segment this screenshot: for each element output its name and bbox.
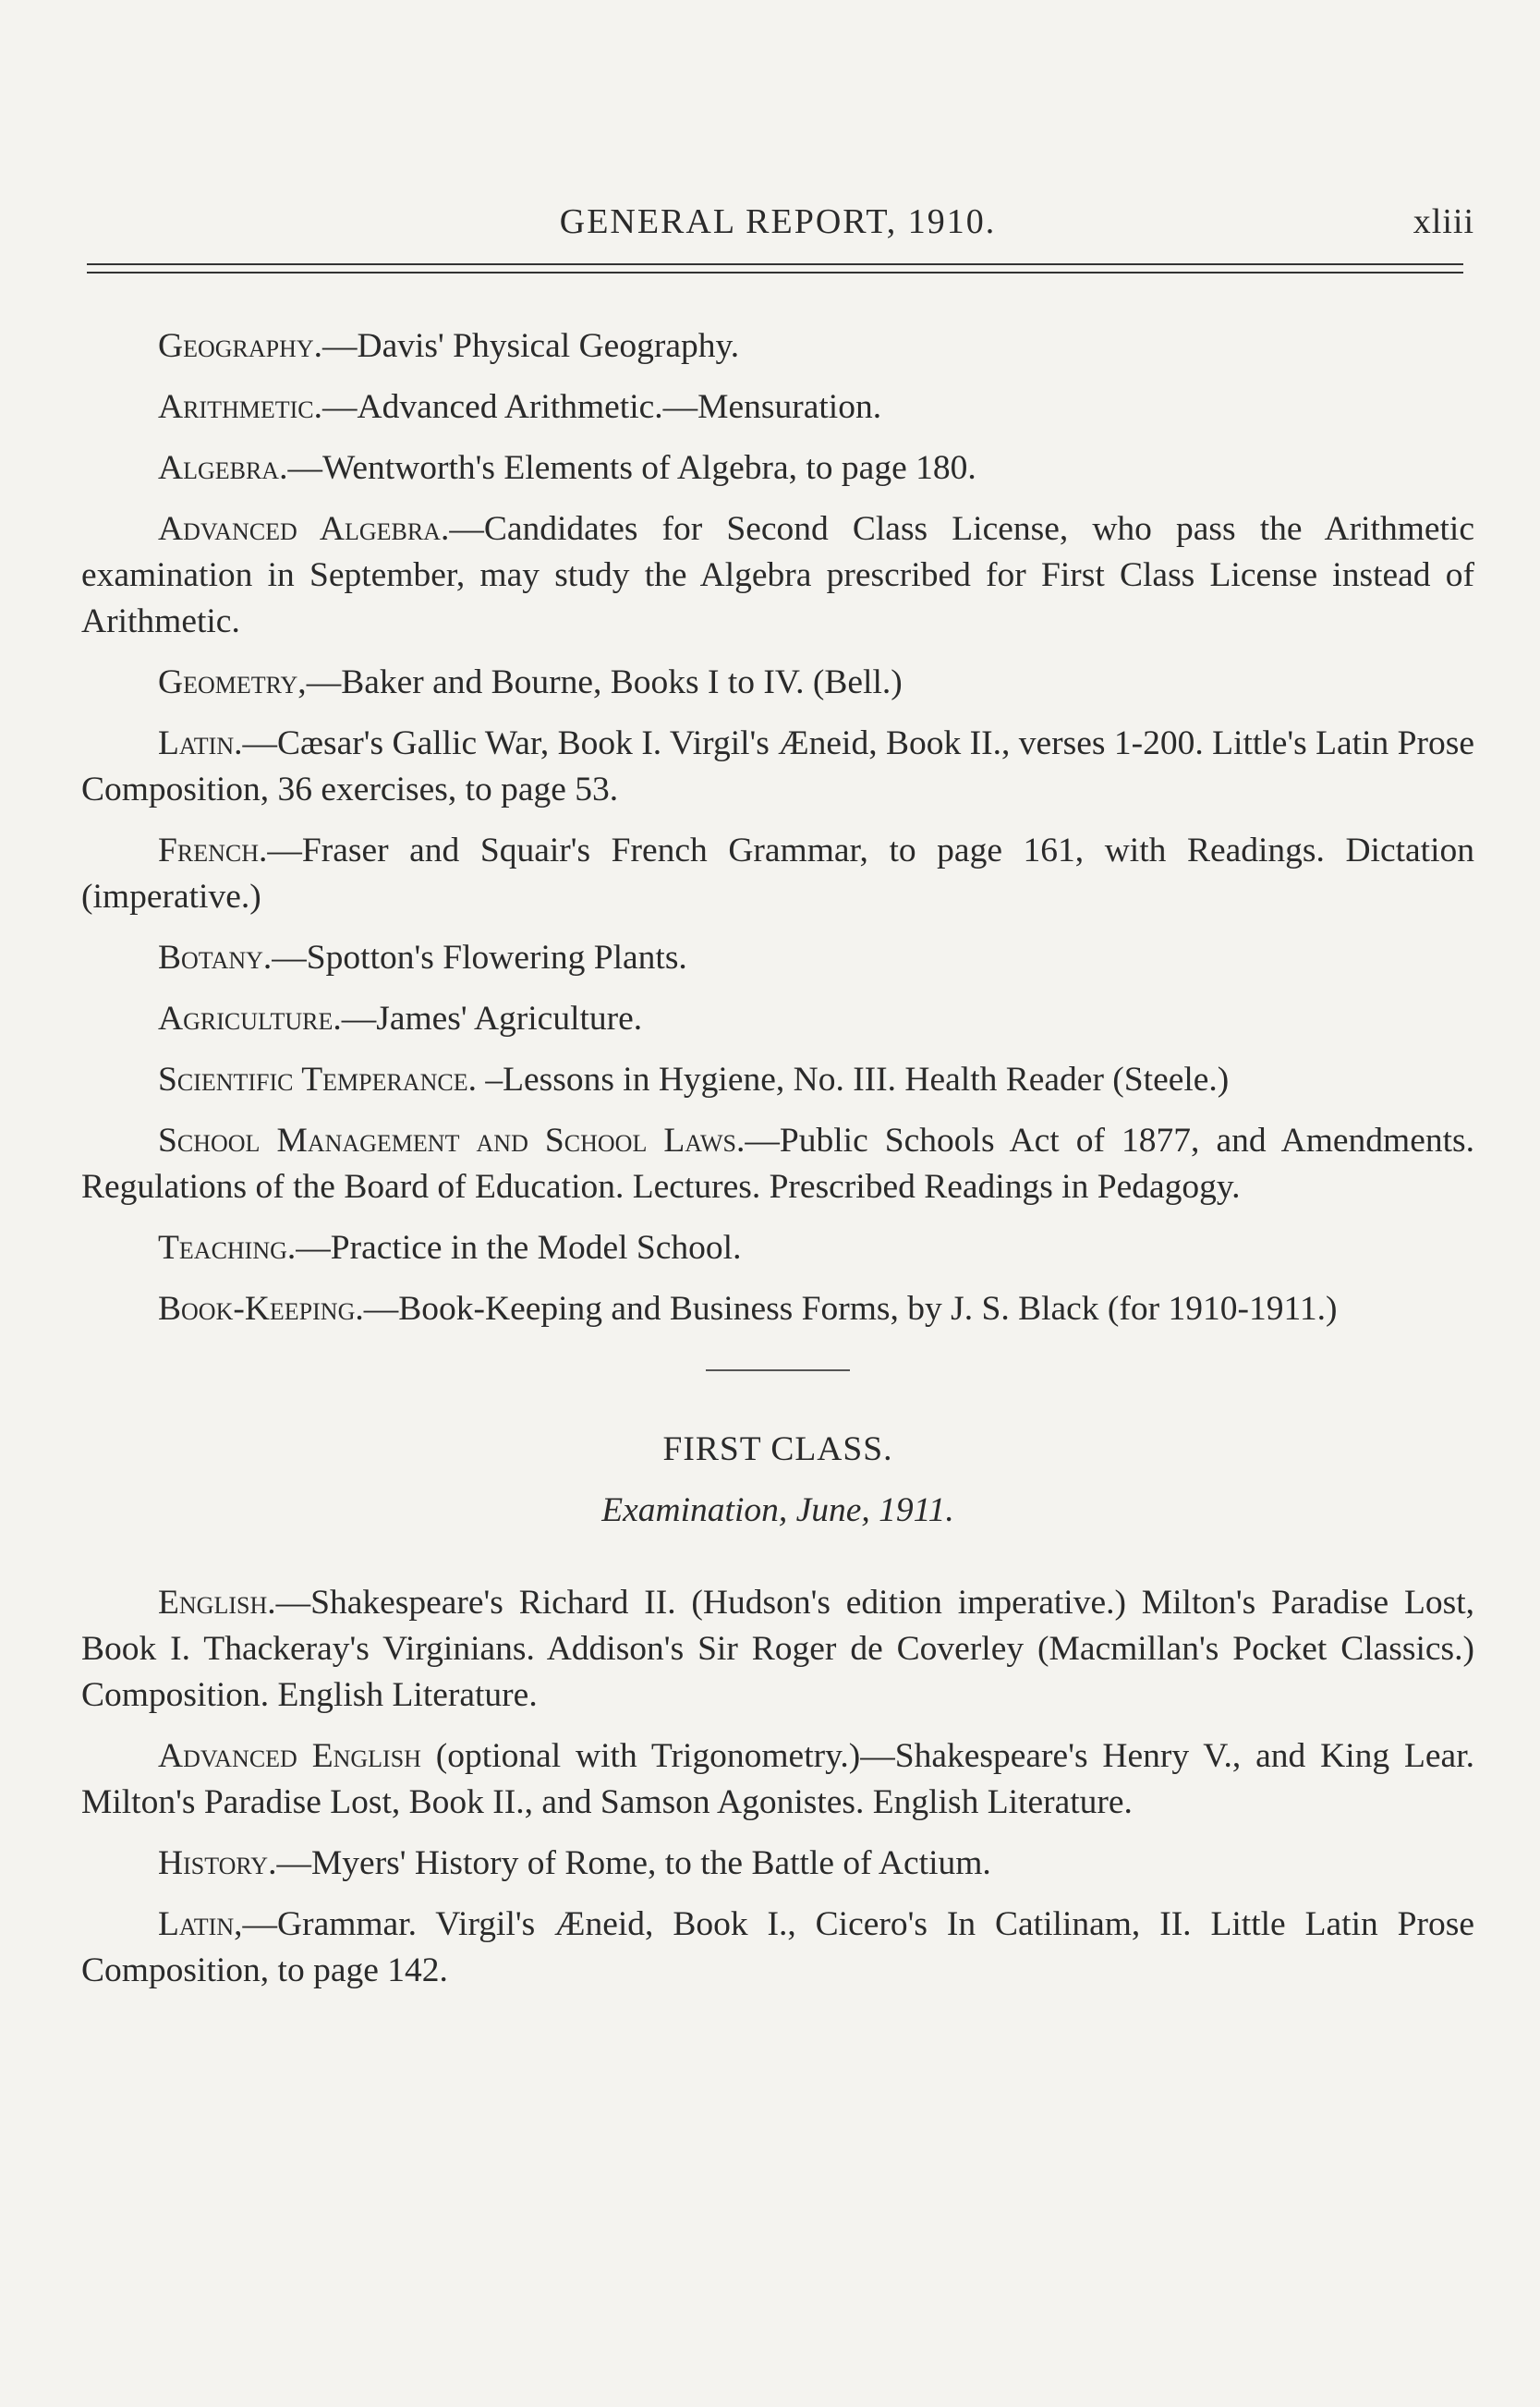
subject-text: —Fraser and Squair's French Grammar, to page 161, with Readings. Dictation (imperative.) — [81, 832, 1474, 916]
body-text — [81, 323, 1474, 2009]
subject-name: English. — [158, 1584, 276, 1622]
subject-name: Teaching. — [158, 1229, 297, 1267]
subject-name: Geography. — [158, 327, 323, 365]
section-subheading: Examination, June, 1911. — [601, 1491, 954, 1529]
subject-entry — [81, 1841, 1474, 1887]
subject-text: —Myers' History of Rome, to the Battle of Actium. — [276, 1844, 991, 1882]
subject-text: —Public Schools Act of 1877, and Amendments. Regulations of the Board of Education. Lectures. Prescribed Readings in Pedagogy. — [81, 1122, 1474, 1206]
subject-name: Arithmetic. — [158, 388, 322, 426]
subject-text: —Davis' Physical Geography. — [322, 327, 740, 365]
subject-entry — [81, 1580, 1474, 1719]
subject-entry — [81, 1225, 1474, 1271]
subject-entry — [81, 935, 1474, 981]
subject-entry — [81, 506, 1474, 645]
subject-text: —Cæsar's Gallic War, Book I. Virgil's Æneid, Book II., verses 1-200. Little's Latin Prose Composition, 36 exercises, to page 53. — [81, 724, 1474, 808]
subject-entry — [81, 996, 1474, 1042]
running-head — [81, 201, 1474, 248]
section-divider — [706, 1369, 850, 1371]
subject-text: —Shakespeare's Richard II. (Hudson's edition imperative.) Milton's Paradise Lost, Book I. Thackeray's Virginians. Addison's Sir Roger de Coverley (Macmillan's Pocket Classics.) Composition. English Literature. — [81, 1584, 1474, 1714]
subject-name: Geometry, — [158, 663, 307, 701]
subject-entry — [81, 1902, 1474, 1994]
subject-text: —Spotton's Flowering Plants. — [272, 939, 687, 977]
subject-text: —Advanced Arithmetic.—Mensuration. — [322, 388, 882, 426]
subject-entry — [81, 828, 1474, 920]
subject-entry — [81, 323, 1474, 370]
subject-name: History. — [158, 1844, 277, 1882]
subject-text: —Candidates for Second Class License, who pass the Arithmetic examination in September, may study the Algebra prescribed for First Class License instead of Arithmetic. — [81, 510, 1474, 640]
subject-name: Algebra. — [158, 449, 288, 487]
subject-text: —James' Agriculture. — [341, 1000, 643, 1038]
subject-text: –Lessons in Hygiene, No. III. Health Reader (Steele.) — [476, 1061, 1230, 1099]
header-double-rule — [87, 263, 1463, 274]
subject-name: Advanced English — [158, 1737, 421, 1775]
subject-entry — [81, 660, 1474, 706]
subject-name: Scientific Temperance. — [158, 1061, 477, 1099]
subject-name: French. — [158, 832, 268, 869]
subject-name: Latin, — [158, 1905, 243, 1943]
subject-text: —Grammar. Virgil's Æneid, Book I., Cicero's In Catilinam, II. Little Latin Prose Composition, to page 142. — [81, 1905, 1474, 1989]
subject-name: Botany. — [158, 939, 273, 977]
subject-entry — [81, 1057, 1474, 1103]
subject-name: Book-Keeping. — [158, 1290, 364, 1328]
subject-name: Latin. — [158, 724, 243, 762]
subject-text: —Practice in the Model School. — [296, 1229, 742, 1267]
subject-entry — [81, 1286, 1474, 1332]
page-title: GENERAL REPORT, 1910. — [559, 202, 997, 241]
subject-name: School Management and School Laws. — [158, 1122, 746, 1160]
subject-entry — [81, 721, 1474, 813]
subject-text: —Book-Keeping and Business Forms, by J. S. Black (for 1910-1911.) — [363, 1290, 1338, 1328]
subject-name: Advanced Algebra. — [158, 510, 450, 548]
subject-name: Agriculture. — [158, 1000, 342, 1038]
page-number: xliii — [1413, 202, 1474, 241]
subject-entry — [81, 384, 1474, 431]
subject-entry — [81, 1118, 1474, 1210]
second-class-subjects — [81, 323, 1474, 1332]
subject-text: —Baker and Bourne, Books I to IV. (Bell.) — [306, 663, 903, 701]
subject-entry — [81, 1733, 1474, 1826]
section-heading: FIRST CLASS. — [662, 1430, 893, 1468]
first-class-section — [81, 1427, 1474, 1994]
subject-text: (optional with Trigonometry.)—Shakespeare's Henry V., and King Lear. Milton's Paradise Lost, Book II., and Samson Agonistes. English Literature. — [81, 1737, 1474, 1821]
subject-entry — [81, 445, 1474, 492]
subject-text: —Wentworth's Elements of Algebra, to page 180. — [287, 449, 976, 487]
